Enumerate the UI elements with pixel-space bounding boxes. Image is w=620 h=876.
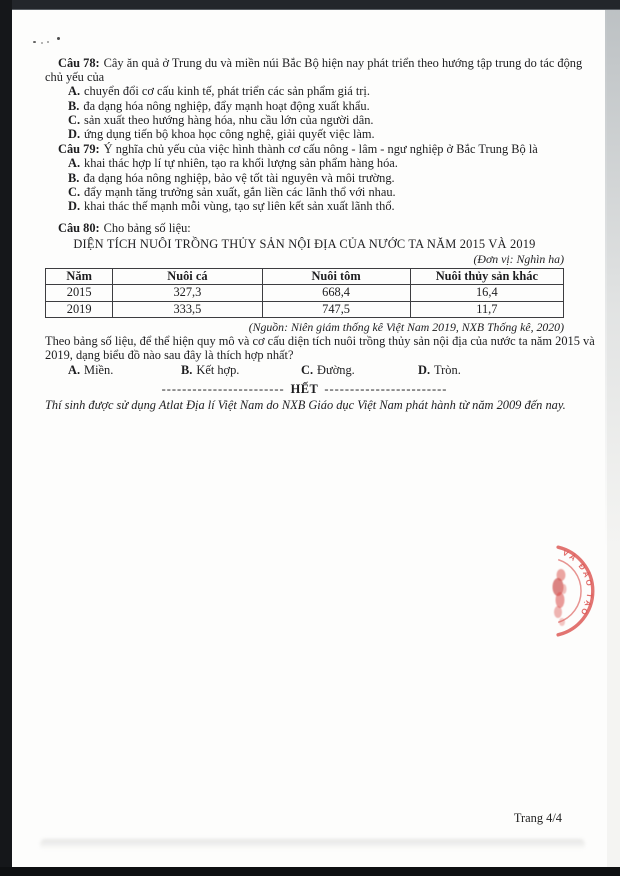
option-letter: C.: [68, 112, 81, 127]
scan-border-bottom: [0, 867, 620, 876]
question-79-stem-text: Ý nghĩa chủ yếu của việc hình thành cơ cấu nông - lâm - ngư nghiệp ở Bắc Trung Bộ là: [103, 142, 538, 157]
option-letter: B.: [68, 98, 80, 113]
table-cell: 333,5: [113, 301, 262, 318]
option-text: Miền.: [84, 362, 114, 377]
data-table-unit-note: (Đơn vị: Nghìn ha): [473, 251, 564, 266]
option-text: khai thác hợp lí tự nhiên, tạo ra khối lượng sản phẩm hàng hóa.: [84, 156, 398, 171]
option-text: đa dạng hóa nông nghiệp, đẩy mạnh hoạt động xuất khẩu.: [83, 98, 370, 113]
scan-border-top: [0, 0, 620, 10]
option-text: đẩy mạnh tăng trưởng sản xuất, gắn liền các lãnh thổ với nhau.: [84, 184, 396, 199]
option-letter: A.: [68, 84, 81, 99]
table-row: [46, 301, 564, 318]
question-78-option-d: [45, 127, 564, 141]
question-79-option-c: [45, 185, 564, 199]
atlas-usage-note: Thí sinh được sử dụng Atlat Địa lí Việt Nam do NXB Giáo dục Việt Nam phát hành từ năm 2009 đến nay.: [45, 397, 566, 412]
data-table-source-note: (Nguồn: Niên giám thống kê Việt Nam 2019, NXB Thống kê, 2020): [248, 320, 564, 335]
data-table: [45, 268, 564, 319]
question-78: [45, 56, 583, 142]
scan-speck: [57, 37, 60, 40]
scan-border-left: [0, 0, 12, 876]
page-number: Trang 4/4: [513, 811, 562, 825]
scan-edge-shadow-right: [605, 9, 620, 549]
question-78-option-a: [45, 84, 564, 98]
end-label: HẾT: [290, 381, 319, 396]
option-text: đa dạng hóa nông nghiệp, bảo vệ tốt tài nguyên và môi trường.: [83, 170, 395, 185]
exam-content: [45, 56, 595, 412]
question-80-options-row: [45, 363, 564, 377]
table-header-cell: Năm: [46, 268, 113, 285]
question-80-stem-line-2: 2019, dạng biểu đồ nào sau đây là thích hợp nhất?: [45, 348, 294, 363]
scan-speck: [47, 41, 49, 43]
table-header-row: [46, 268, 564, 285]
question-80-option-b: [181, 363, 301, 377]
table-cell: 2019: [46, 301, 113, 318]
question-80-option-d: [418, 363, 461, 377]
question-79-option-b: [45, 171, 564, 185]
option-text: Đường.: [317, 362, 355, 377]
stamp-center-emblem: [553, 569, 567, 626]
question-78-stem-line-1: [45, 56, 583, 70]
question-79-option-a: [45, 156, 564, 170]
question-79-stem-line-1: [45, 142, 564, 156]
option-text: Tròn.: [434, 362, 461, 377]
question-78-option-b: [45, 99, 564, 113]
scan-speck: [41, 42, 43, 44]
option-letter: B.: [68, 170, 80, 185]
page-bottom-shadow: [40, 839, 585, 850]
table-cell: 16,4: [410, 285, 563, 302]
scan-speck: [33, 41, 36, 43]
option-letter: A.: [68, 362, 81, 377]
table-row: [46, 285, 564, 302]
table-cell: 668,4: [262, 285, 410, 302]
data-table-title: DIỆN TÍCH NUÔI TRỒNG THỦY SẢN NỘI ĐỊA CỦA NƯỚC TA NĂM 2015 VÀ 2019: [73, 237, 536, 252]
table-cell: 327,3: [113, 285, 262, 302]
question-78-number: Câu 78:: [58, 56, 100, 70]
option-text: Kết hợp.: [196, 362, 240, 377]
question-79-option-d: [45, 199, 564, 213]
question-79: [45, 142, 564, 213]
option-letter: D.: [418, 362, 431, 377]
table-cell: 2015: [46, 285, 113, 302]
question-79-number: Câu 79:: [58, 142, 100, 157]
option-letter: C.: [301, 362, 314, 377]
table-header-cell: Nuôi cá: [113, 268, 262, 285]
question-78-option-c: [45, 113, 564, 127]
option-text: ứng dụng tiến bộ khoa học công nghệ, giải quyết việc làm.: [84, 127, 375, 142]
end-divider-dashes: ------------------------: [324, 381, 448, 396]
question-80-stem-line-1: Theo bảng số liệu, để thể hiện quy mô và cơ cấu diện tích nuôi trồng thủy sản nội địa của nước ta năm 2015 và: [45, 334, 595, 349]
question-80-option-a: [68, 363, 181, 377]
option-letter: C.: [68, 184, 81, 199]
question-80: [45, 221, 595, 377]
question-78-stem-line-2: chủ yếu của: [45, 70, 105, 85]
end-divider: [45, 382, 564, 396]
option-text: sản xuất theo hướng hàng hóa, nhu cầu lớn của người dân.: [84, 112, 374, 127]
table-header-cell: Nuôi tôm: [262, 268, 410, 285]
table-cell: 11,7: [410, 301, 563, 318]
table-cell: 747,5: [262, 301, 410, 318]
question-80-number: Câu 80:: [58, 221, 100, 236]
option-letter: A.: [68, 156, 81, 171]
end-divider-dashes: ------------------------: [161, 381, 285, 396]
table-header-cell: Nuôi thủy sản khác: [410, 268, 563, 285]
option-text: khai thác thế mạnh mỗi vùng, tạo sự liên kết sản xuất lãnh thổ.: [84, 199, 395, 214]
question-78-stem-text: Cây ăn quả ở Trung du và miền núi Bắc Bộ hiện nay phát triển theo hướng tập trung do tác động: [103, 56, 583, 70]
option-letter: B.: [181, 362, 193, 377]
stamp-arc-text-container: [561, 548, 594, 618]
option-letter: D.: [68, 199, 81, 214]
official-stamp: [545, 542, 599, 646]
stamp-arc-text: VÀ ĐÀO TẠO: [561, 548, 595, 619]
option-text: chuyển đổi cơ cấu kinh tế, phát triển các sản phẩm giá trị.: [84, 84, 370, 99]
question-80-option-c: [301, 363, 418, 377]
question-80-intro-line: [45, 221, 564, 235]
question-80-intro-text: Cho bảng số liệu:: [103, 221, 191, 236]
option-letter: D.: [68, 127, 81, 142]
